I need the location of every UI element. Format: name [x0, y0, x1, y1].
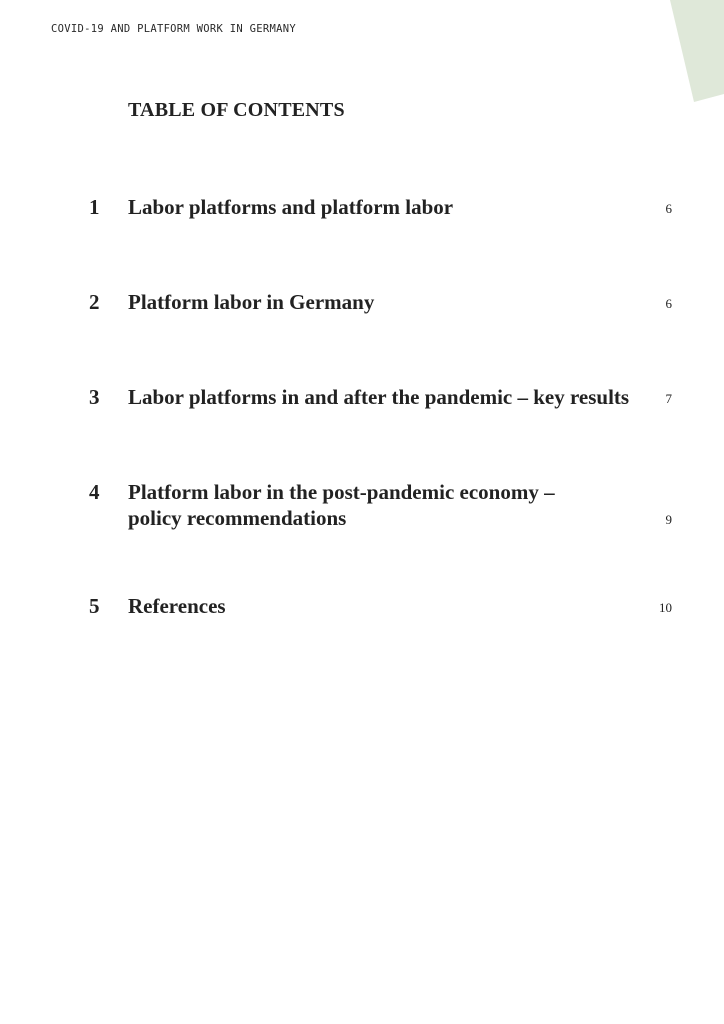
toc-entry-number: 2 [89, 290, 100, 314]
toc-entry-number: 1 [89, 195, 100, 219]
toc-entry-title: Labor platforms in and after the pandemic – key results [128, 385, 630, 409]
toc-entry-page: 6 [665, 296, 672, 311]
toc-entry[interactable] [0, 384, 724, 410]
running-header: COVID-19 AND PLATFORM WORK IN GERMANY [51, 23, 296, 35]
toc-entry-number: 4 [89, 480, 100, 504]
toc-entry-title: Labor platforms and platform labor [128, 195, 454, 219]
toc-entry-title-line-1: Platform labor in the post-pandemic economy – [128, 480, 555, 504]
toc-entry[interactable] [0, 194, 724, 220]
toc-entry-number: 5 [89, 594, 100, 618]
toc-entry-page: 6 [665, 201, 672, 216]
toc-heading: TABLE OF CONTENTS [128, 99, 345, 121]
toc-entry-title: References [128, 594, 226, 618]
toc-entry-page: 10 [659, 600, 672, 615]
toc-entry-page: 9 [665, 512, 672, 527]
toc-entry-title: Platform labor in Germany [128, 290, 375, 314]
corner-accent-shape [664, 0, 724, 110]
toc-entry-title-line-2: policy recommendations [128, 506, 347, 530]
toc-entry-number: 3 [89, 385, 100, 409]
toc-entry[interactable] [0, 289, 724, 315]
toc-entry-page: 7 [665, 391, 672, 406]
toc-entry[interactable] [0, 593, 724, 619]
toc-entry[interactable] [0, 479, 724, 531]
